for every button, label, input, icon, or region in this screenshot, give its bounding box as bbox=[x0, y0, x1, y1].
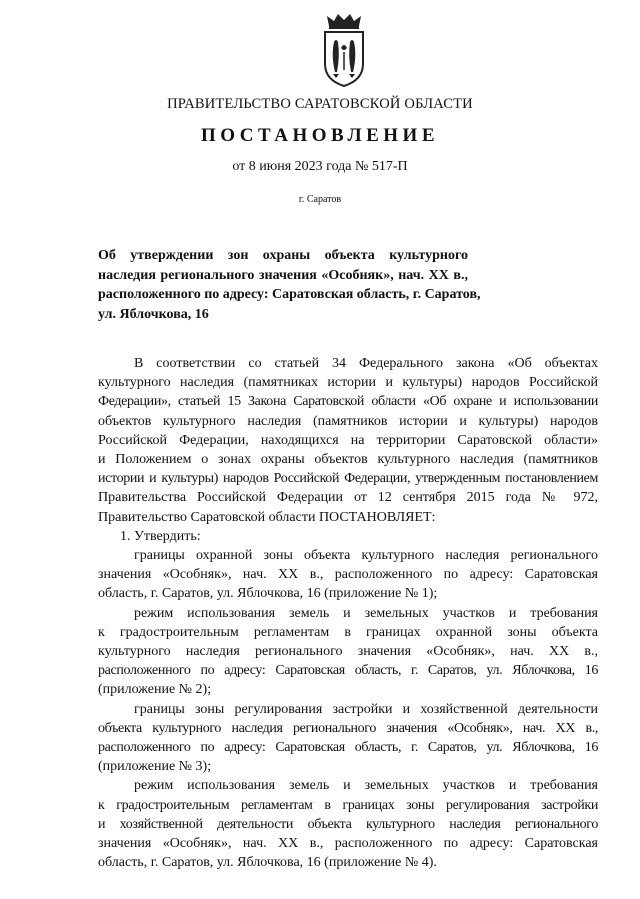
coat-of-arms-icon bbox=[321, 12, 367, 88]
body-line: Правительство Саратовской области ПОСТАНОВЛЯЕТ: bbox=[98, 509, 436, 525]
body-line: значения «Особняк», нач. XX в., расположенного по адресу: Саратовская bbox=[98, 567, 598, 583]
body-line: Федерации», статьей 15 Закона Саратовской области «Об охране и использовании bbox=[98, 394, 598, 410]
document-type-title: ПОСТАНОВЛЕНИЕ bbox=[200, 125, 440, 146]
body-line: границы охранной зоны объекта культурного наследия регионального bbox=[134, 548, 598, 564]
body-line: истории и культуры) народов Российской Федерации, утвержденным постановлением bbox=[98, 471, 598, 487]
subject-line: наследия регионального значения «Особняк», нач. XX в., bbox=[98, 267, 468, 283]
body-line: и хозяйственной деятельности объекта культурного наследия регионального bbox=[98, 816, 598, 832]
body-line: режим использования земель и земельных участков и требования bbox=[134, 778, 598, 794]
body-line: к градостроительным регламентам в границах зоны регулирования застройки bbox=[98, 797, 598, 813]
body-line: границы зоны регулирования застройки и хозяйственной деятельности bbox=[134, 701, 598, 717]
document-subject bbox=[98, 246, 481, 324]
document-body bbox=[98, 354, 598, 872]
body-line: и Положением о зонах охраны объектов культурного наследия (памятников bbox=[98, 452, 598, 468]
body-line: область, г. Саратов, ул. Яблочкова, 16 (приложение № 1); bbox=[98, 586, 438, 602]
body-line: расположенного по адресу: Саратовская область, г. Саратов, ул. Яблочкова, 16 bbox=[98, 740, 598, 756]
subject-line: ул. Яблочкова, 16 bbox=[98, 306, 209, 322]
body-line: режим использования земель и земельных участков и требования bbox=[134, 605, 598, 621]
body-line: В соответствии со статьей 34 Федерального закона «Об объектах bbox=[134, 356, 598, 371]
subject-line: Об утверждении зон охраны объекта культурного bbox=[98, 248, 468, 263]
subject-line: расположенного по адресу: Саратовская область, г. Саратов, bbox=[98, 287, 481, 302]
body-line: область, г. Саратов, ул. Яблочкова, 16 (приложение № 4). bbox=[98, 855, 437, 871]
document-date-number: от 8 июня 2023 года № 517-П bbox=[232, 159, 408, 174]
body-line: (приложение № 2); bbox=[98, 682, 212, 698]
body-line: объектов культурного наследия (памятников истории и культуры) народов bbox=[98, 413, 598, 429]
body-line: Российской Федерации, находящихся на территории Саратовской области» bbox=[98, 432, 598, 448]
body-line: 1. Утвердить: bbox=[120, 528, 201, 544]
organization-name: ПРАВИТЕЛЬСТВО САРАТОВСКОЙ ОБЛАСТИ bbox=[167, 96, 473, 112]
body-line: значения «Особняк», нач. XX в., расположенного по адресу: Саратовская bbox=[98, 836, 598, 852]
body-line: культурного наследия регионального значения «Особняк», нач. XX в., bbox=[98, 644, 598, 660]
body-line: Правительства Российской Федерации от 12 сентября 2015 года № 972, bbox=[98, 490, 598, 506]
body-line: к градостроительным регламентам в границах охранной зоны объекта bbox=[98, 624, 598, 640]
body-line: (приложение № 3); bbox=[98, 759, 212, 775]
body-line: объекта культурного наследия регионального значения «Особняк», нач. XX в., bbox=[98, 720, 598, 736]
document-city: г. Саратов bbox=[298, 194, 342, 205]
body-line: культурного наследия (памятниках истории и культуры) народов Российской bbox=[98, 375, 598, 391]
body-line: расположенного по адресу: Саратовская область, г. Саратов, ул. Яблочкова, 16 bbox=[98, 663, 598, 679]
